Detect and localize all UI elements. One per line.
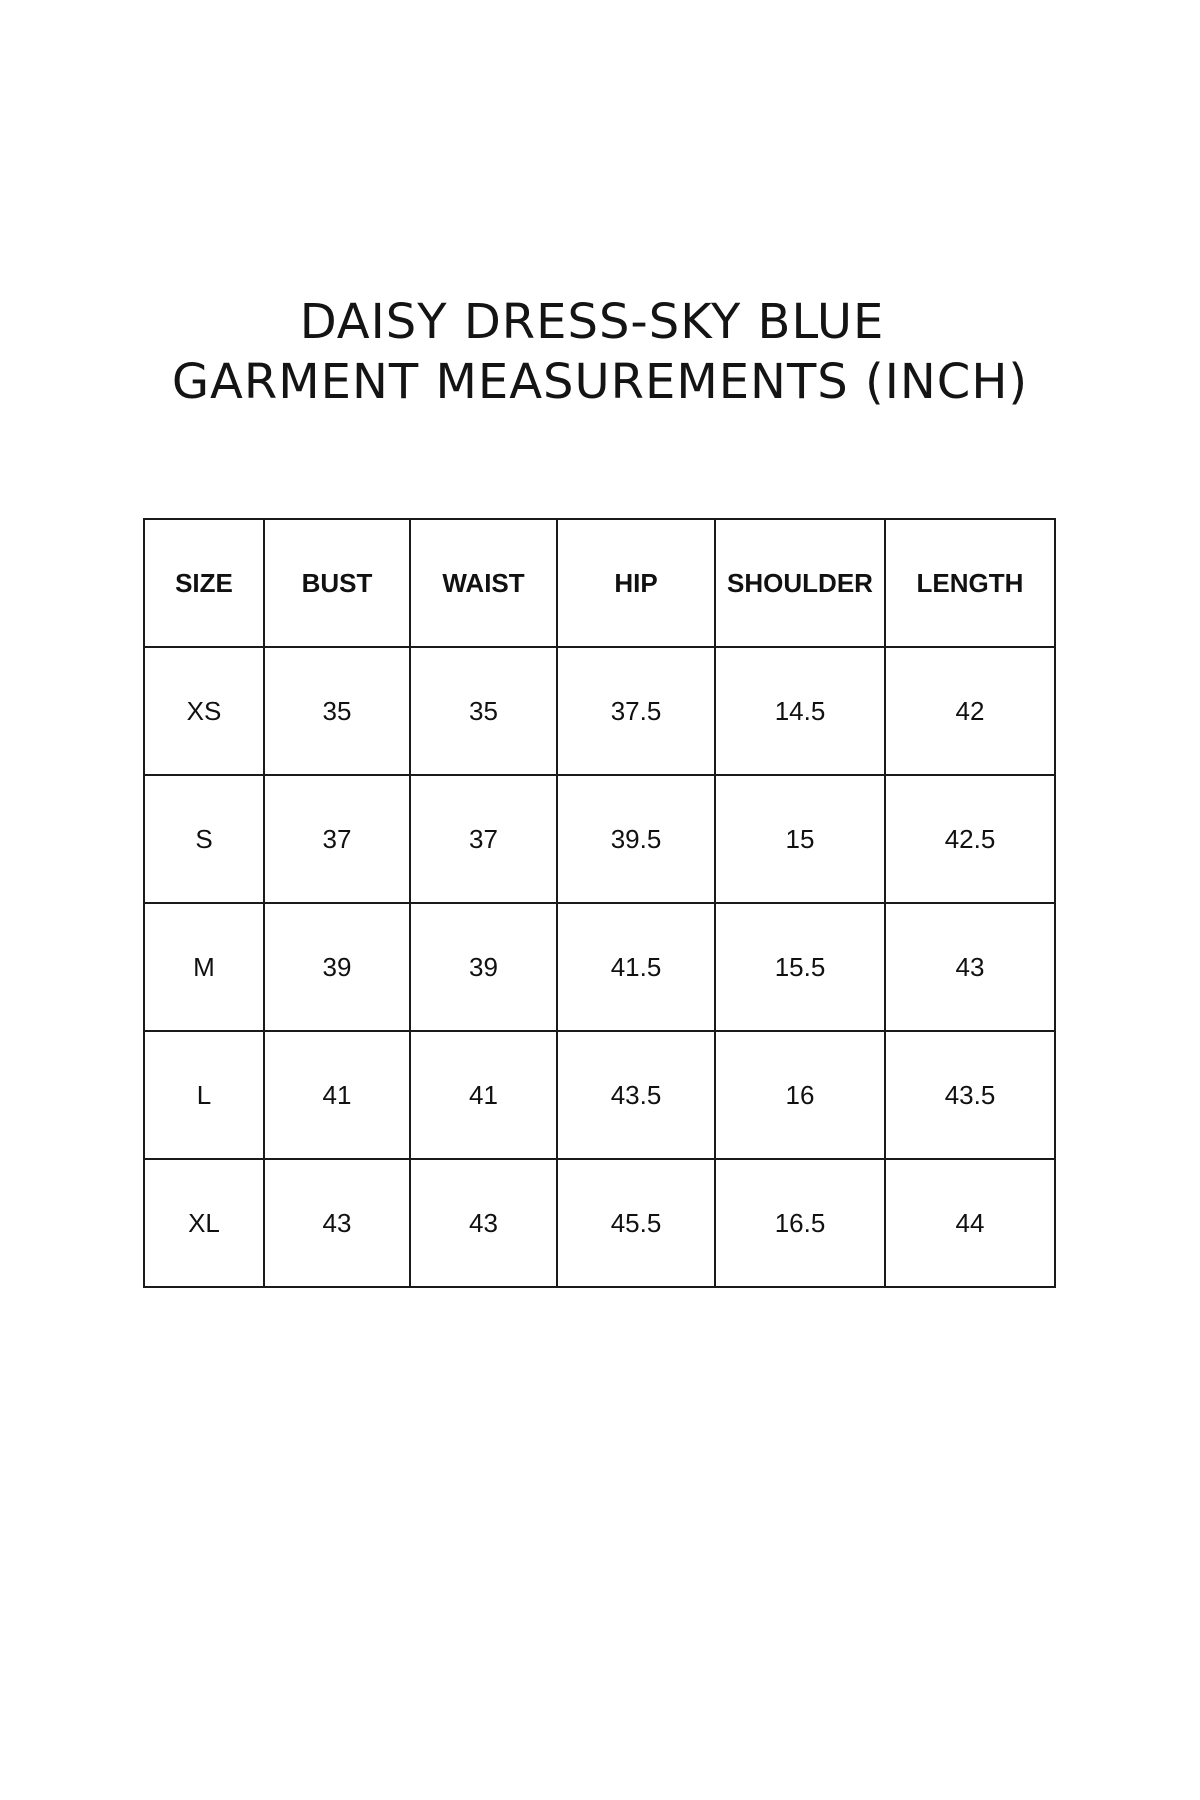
cell-length: 44	[885, 1159, 1055, 1287]
cell-hip: 37.5	[557, 647, 715, 775]
table-row	[144, 903, 1055, 1031]
cell-length: 42	[885, 647, 1055, 775]
cell-hip: 39.5	[557, 775, 715, 903]
cell-length: 42.5	[885, 775, 1055, 903]
cell-shoulder: 16.5	[715, 1159, 885, 1287]
cell-waist: 43	[410, 1159, 557, 1287]
cell-bust: 37	[264, 775, 410, 903]
header-hip: HIP	[557, 519, 715, 647]
cell-size: XL	[144, 1159, 264, 1287]
page-title	[0, 292, 1200, 412]
cell-waist: 41	[410, 1031, 557, 1159]
cell-bust: 43	[264, 1159, 410, 1287]
header-bust: BUST	[264, 519, 410, 647]
cell-bust: 35	[264, 647, 410, 775]
cell-hip: 45.5	[557, 1159, 715, 1287]
cell-shoulder: 16	[715, 1031, 885, 1159]
table-row	[144, 1159, 1055, 1287]
cell-waist: 39	[410, 903, 557, 1031]
cell-bust: 41	[264, 1031, 410, 1159]
cell-shoulder: 15.5	[715, 903, 885, 1031]
table-row	[144, 647, 1055, 775]
cell-waist: 37	[410, 775, 557, 903]
header-length: LENGTH	[885, 519, 1055, 647]
cell-waist: 35	[410, 647, 557, 775]
cell-size: M	[144, 903, 264, 1031]
header-shoulder: SHOULDER	[715, 519, 885, 647]
cell-size: S	[144, 775, 264, 903]
cell-size: L	[144, 1031, 264, 1159]
table-row	[144, 1031, 1055, 1159]
cell-hip: 41.5	[557, 903, 715, 1031]
cell-length: 43	[885, 903, 1055, 1031]
cell-shoulder: 14.5	[715, 647, 885, 775]
cell-bust: 39	[264, 903, 410, 1031]
cell-hip: 43.5	[557, 1031, 715, 1159]
header-size: SIZE	[144, 519, 264, 647]
cell-shoulder: 15	[715, 775, 885, 903]
table-row	[144, 775, 1055, 903]
measurements-subtitle: GARMENT MEASUREMENTS (INCH)	[171, 354, 1029, 410]
header-waist: WAIST	[410, 519, 557, 647]
product-title: DAISY DRESS-SKY BLUE	[299, 294, 885, 350]
cell-size: XS	[144, 647, 264, 775]
table-header-row	[144, 519, 1055, 647]
size-chart-table	[143, 518, 1056, 1288]
cell-length: 43.5	[885, 1031, 1055, 1159]
